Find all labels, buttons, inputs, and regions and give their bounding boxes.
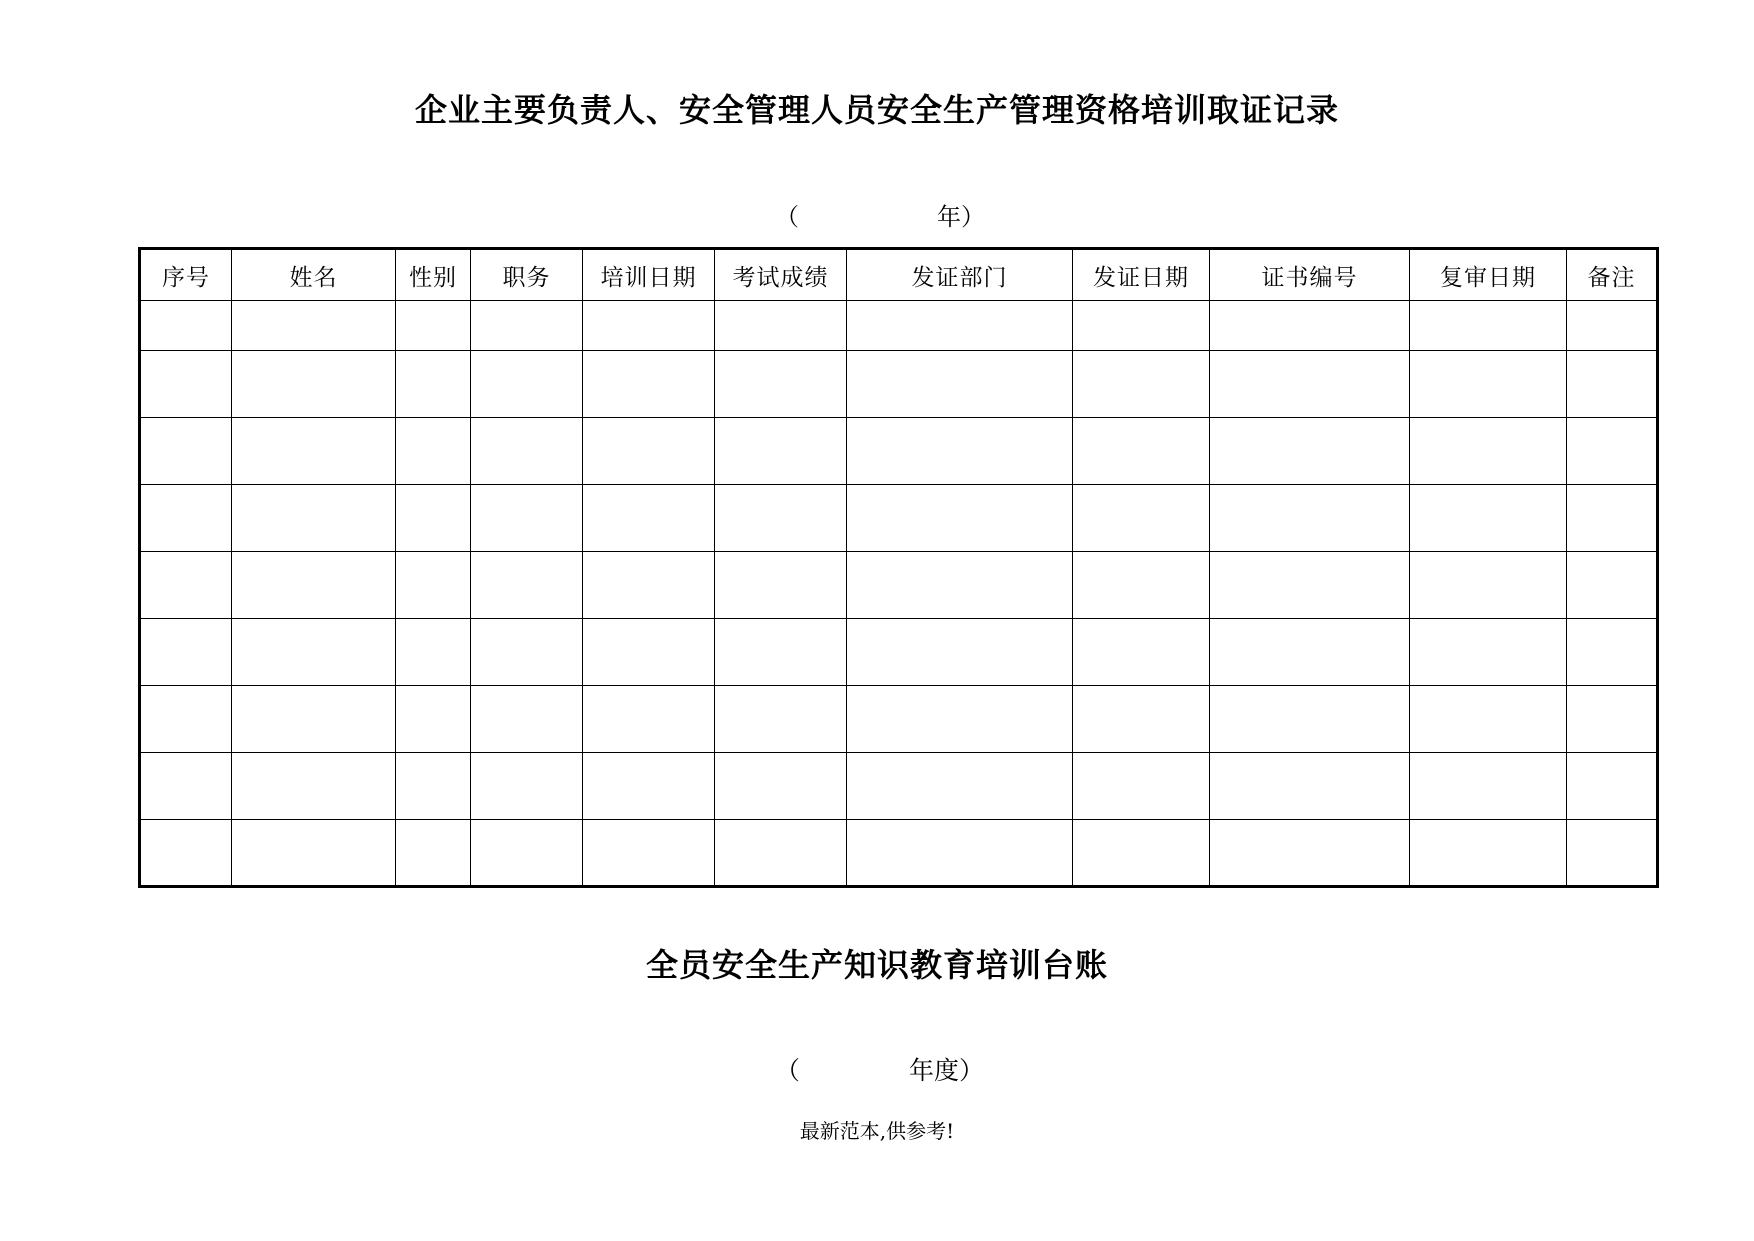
table-cell[interactable]	[1210, 619, 1410, 686]
table-cell[interactable]	[715, 301, 847, 351]
table-cell[interactable]	[396, 753, 471, 820]
table-cell[interactable]	[1410, 351, 1567, 418]
table-cell[interactable]	[847, 686, 1073, 753]
table-cell[interactable]	[471, 753, 583, 820]
column-header-exam-score: 考试成绩	[715, 249, 847, 301]
table-cell[interactable]	[396, 351, 471, 418]
table-row	[140, 619, 1658, 686]
table-row	[140, 820, 1658, 887]
table-cell[interactable]	[140, 552, 232, 619]
table-cell[interactable]	[232, 552, 396, 619]
document-title: 企业主要负责人、安全管理人员安全生产管理资格培训取证记录	[414, 91, 1339, 129]
table-cell[interactable]	[1567, 820, 1658, 887]
column-header-remarks: 备注	[1567, 249, 1658, 301]
year-label-2: 年度）	[909, 1056, 985, 1085]
table-cell[interactable]	[140, 619, 232, 686]
table-cell[interactable]	[471, 619, 583, 686]
table-row	[140, 485, 1658, 552]
table-cell[interactable]	[232, 686, 396, 753]
table-cell[interactable]	[1210, 418, 1410, 485]
table-cell[interactable]	[715, 485, 847, 552]
table-cell[interactable]	[396, 301, 471, 351]
table-cell[interactable]	[715, 686, 847, 753]
table-cell[interactable]	[1073, 753, 1210, 820]
table-cell[interactable]	[396, 418, 471, 485]
table-cell[interactable]	[715, 418, 847, 485]
table-cell[interactable]	[1410, 485, 1567, 552]
table-cell[interactable]	[140, 351, 232, 418]
table-cell[interactable]	[583, 686, 715, 753]
training-record-table	[138, 247, 1659, 888]
table-cell[interactable]	[140, 820, 232, 887]
table-row	[140, 753, 1658, 820]
table-cell[interactable]	[715, 351, 847, 418]
column-header-training-date: 培训日期	[583, 249, 715, 301]
table-cell[interactable]	[583, 301, 715, 351]
ledger-title: 全员安全生产知识教育培训台账	[645, 946, 1108, 984]
table-cell[interactable]	[583, 619, 715, 686]
table-cell[interactable]	[1073, 820, 1210, 887]
table-cell[interactable]	[1210, 485, 1410, 552]
table-cell[interactable]	[1410, 753, 1567, 820]
table-cell[interactable]	[583, 552, 715, 619]
table-cell[interactable]	[1410, 301, 1567, 351]
table-cell[interactable]	[1567, 485, 1658, 552]
table-cell[interactable]	[847, 552, 1073, 619]
table-row	[140, 686, 1658, 753]
table-cell[interactable]	[396, 820, 471, 887]
table-cell[interactable]	[1073, 301, 1210, 351]
table-cell[interactable]	[396, 485, 471, 552]
footer-note: 最新范本,供参考!	[799, 1119, 955, 1143]
table-row	[140, 301, 1658, 351]
table-cell[interactable]	[471, 552, 583, 619]
table-cell[interactable]	[1210, 351, 1410, 418]
table-cell[interactable]	[396, 552, 471, 619]
table-cell[interactable]	[1567, 301, 1658, 351]
table-cell[interactable]	[1410, 686, 1567, 753]
table-cell[interactable]	[1410, 820, 1567, 887]
table-cell[interactable]	[715, 753, 847, 820]
table-cell[interactable]	[1073, 418, 1210, 485]
year-open-paren-2: （	[775, 1056, 801, 1085]
table-cell[interactable]	[1567, 619, 1658, 686]
column-header-issue-date: 发证日期	[1073, 249, 1210, 301]
column-header-position: 职务	[471, 249, 583, 301]
table-cell[interactable]	[583, 753, 715, 820]
table-row	[140, 418, 1658, 485]
year-label: 年）	[937, 203, 985, 231]
table-cell[interactable]	[1210, 686, 1410, 753]
table-cell[interactable]	[232, 820, 396, 887]
table-cell[interactable]	[1073, 686, 1210, 753]
table-cell[interactable]	[1073, 552, 1210, 619]
table-cell[interactable]	[847, 485, 1073, 552]
table-cell[interactable]	[232, 619, 396, 686]
table-cell[interactable]	[471, 485, 583, 552]
table-cell[interactable]	[1210, 820, 1410, 887]
column-header-gender: 性别	[396, 249, 471, 301]
table-cell[interactable]	[232, 351, 396, 418]
table-cell[interactable]	[232, 301, 396, 351]
column-header-review-date: 复审日期	[1410, 249, 1567, 301]
table-cell[interactable]	[471, 351, 583, 418]
table-cell[interactable]	[1410, 418, 1567, 485]
table-cell[interactable]	[847, 351, 1073, 418]
table-cell[interactable]	[140, 753, 232, 820]
table-cell[interactable]	[847, 753, 1073, 820]
table-cell[interactable]	[232, 418, 396, 485]
table-cell[interactable]	[1410, 619, 1567, 686]
table-body	[140, 301, 1658, 887]
table-cell[interactable]	[1210, 301, 1410, 351]
table-cell[interactable]	[583, 418, 715, 485]
table-cell[interactable]	[140, 686, 232, 753]
table-cell[interactable]	[140, 301, 232, 351]
table-cell[interactable]	[847, 619, 1073, 686]
year-open-paren: （	[775, 203, 799, 231]
table-row	[140, 552, 1658, 619]
column-header-certificate-number: 证书编号	[1210, 249, 1410, 301]
table-cell[interactable]	[1073, 485, 1210, 552]
table-cell[interactable]	[471, 686, 583, 753]
table-cell[interactable]	[847, 418, 1073, 485]
table-cell[interactable]	[1410, 552, 1567, 619]
table-cell[interactable]	[1073, 619, 1210, 686]
table-cell[interactable]	[1567, 753, 1658, 820]
table-cell[interactable]	[140, 485, 232, 552]
table-header-row	[140, 249, 1658, 301]
table-cell[interactable]	[1073, 351, 1210, 418]
column-header-seq: 序号	[140, 249, 232, 301]
table-cell[interactable]	[1567, 418, 1658, 485]
table-cell[interactable]	[1210, 552, 1410, 619]
table-cell[interactable]	[847, 301, 1073, 351]
table-cell[interactable]	[1567, 552, 1658, 619]
table-cell[interactable]	[1567, 351, 1658, 418]
table-cell[interactable]	[1210, 753, 1410, 820]
table-cell[interactable]	[140, 418, 232, 485]
table-cell[interactable]	[232, 753, 396, 820]
column-header-name: 姓名	[232, 249, 396, 301]
table-cell[interactable]	[1567, 686, 1658, 753]
table-cell[interactable]	[583, 351, 715, 418]
table-cell[interactable]	[583, 485, 715, 552]
table-cell[interactable]	[471, 820, 583, 887]
table-cell[interactable]	[715, 820, 847, 887]
table-cell[interactable]	[715, 619, 847, 686]
table-cell[interactable]	[471, 301, 583, 351]
table-cell[interactable]	[471, 418, 583, 485]
table-cell[interactable]	[232, 485, 396, 552]
table-cell[interactable]	[847, 820, 1073, 887]
table-cell[interactable]	[715, 552, 847, 619]
table-cell[interactable]	[583, 820, 715, 887]
table-cell[interactable]	[396, 686, 471, 753]
table-row	[140, 351, 1658, 418]
column-header-issuing-department: 发证部门	[847, 249, 1073, 301]
table-cell[interactable]	[396, 619, 471, 686]
